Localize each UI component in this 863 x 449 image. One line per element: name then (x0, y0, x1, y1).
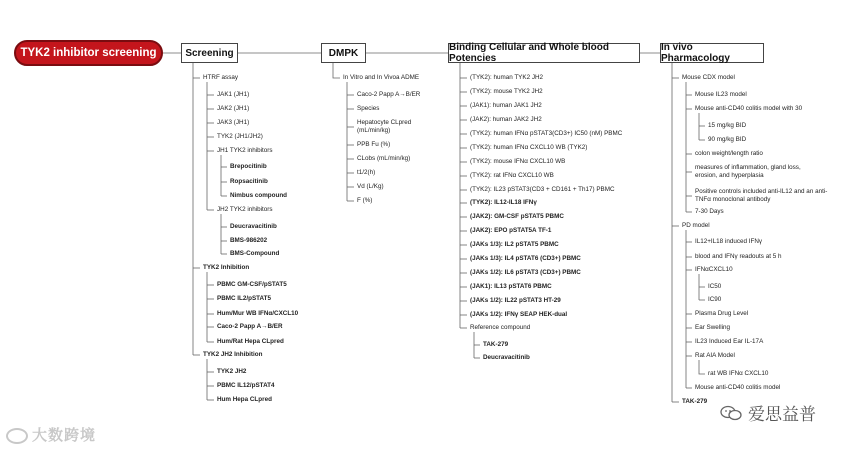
node-b4[interactable]: (JAK2): human JAK2 JH2 (470, 116, 542, 123)
header-binding[interactable]: Binding Cellular and Whole blood Potencies (448, 43, 640, 63)
node-rat-wb[interactable]: rat WB IFNα CXCL10 (708, 370, 769, 377)
node-b11[interactable]: (JAK2): GM-CSF pSTAT5 PBMC (470, 213, 564, 220)
node-b6[interactable]: (TYK2): human IFNα CXCL10 WB (TYK2) (470, 144, 588, 151)
node-caco2[interactable]: Caco-2 Papp A→B/ER (217, 323, 283, 330)
node-vd[interactable]: Vd (L/Kg) (357, 183, 384, 190)
node-rat-aia[interactable]: Rat AIA Model (695, 352, 735, 359)
node-cdx[interactable]: Mouse CDX model (682, 74, 735, 81)
node-tak279-invivo[interactable]: TAK-279 (682, 398, 708, 405)
node-pd-model[interactable]: PD model (682, 222, 710, 229)
node-f[interactable]: F (%) (357, 197, 373, 204)
node-species[interactable]: Species (357, 105, 380, 112)
node-hum-mur-wb[interactable]: Hum/Mur WB IFNα/CXCL10 (217, 310, 299, 317)
node-jak3[interactable]: JAK3 (JH1) (217, 119, 250, 126)
node-b8[interactable]: (TYK2): rat IFNα CXCL10 WB (470, 172, 554, 179)
node-il23-ear[interactable]: IL23 Induced Ear IL-17A (695, 338, 764, 345)
node-nimbus[interactable]: Nimbus compound (230, 192, 288, 199)
node-tyk2-inhibition[interactable]: TYK2 Inhibition (203, 264, 250, 271)
node-brepocitinib[interactable]: Brepocitinib (230, 163, 267, 170)
node-reference[interactable]: Reference compound (470, 324, 531, 331)
node-pbmc-gmcsf[interactable]: PBMC GM-CSF/pSTAT5 (217, 281, 287, 288)
node-b7[interactable]: (TYK2): mouse IFNα CXCL10 WB (470, 158, 566, 165)
node-b18[interactable]: (JAKs 1/2): IFNγ SEAP HEK-dual (470, 311, 568, 318)
node-b2[interactable]: (TYK2): mouse TYK2 JH2 (470, 88, 543, 95)
node-blood[interactable]: blood and IFNγ readouts at 5 h (695, 253, 782, 260)
watermark-logo-icon (6, 428, 28, 444)
node-cd40-30[interactable]: Mouse anti-CD40 colitis model with 30 (695, 105, 803, 112)
node-ppb[interactable]: PPB Fu (%) (357, 141, 391, 148)
node-hum-rat-hepa[interactable]: Hum/Rat Hepa CLpred (217, 338, 284, 345)
node-dmpk-caco[interactable]: Caco-2 Papp A→B/ER (357, 91, 421, 98)
node-ifna-cxcl10[interactable]: IFNαCXCL10 (695, 266, 733, 273)
node-measures[interactable]: measures of inflammation, gland loss, erosion, and hyperplasia (695, 164, 801, 179)
node-15mg[interactable]: 15 mg/kg BID (708, 122, 747, 129)
node-tyk2-jh2-inhibition[interactable]: TYK2 JH2 Inhibition (203, 351, 263, 358)
node-b17[interactable]: (JAKs 1/2): IL22 pSTAT3 HT-29 (470, 297, 561, 304)
node-hepatocyte[interactable]: Hepatocyte CLpred (357, 119, 412, 126)
node-7-30days[interactable]: 7-30 Days (695, 208, 724, 215)
node-bms986202[interactable]: BMS-986202 (230, 237, 268, 244)
node-htrf[interactable]: HTRF assay (203, 74, 238, 81)
node-ic90[interactable]: IC90 (708, 296, 722, 303)
node-pbmc-il12[interactable]: PBMC IL12/pSTAT4 (217, 382, 275, 389)
node-jh2[interactable]: JH2 TYK2 inhibitors (217, 206, 273, 213)
node-b12[interactable]: (JAK2): EPO pSTAT5A TF-1 (470, 227, 552, 234)
node-hepatocyte-unit: (mL/min/kg) (357, 127, 391, 134)
node-b13[interactable]: (JAKs 1/3): IL2 pSTAT5 PBMC (470, 241, 559, 248)
header-invivo[interactable]: In vivo Pharmacology (660, 43, 764, 63)
node-adme[interactable]: In Vitro and In Vivoa ADME (343, 74, 420, 81)
node-deucravacitinib[interactable]: Deucravacitinib (230, 223, 277, 230)
watermark-right: 爱思益普 (716, 400, 820, 425)
node-il12-il18[interactable]: IL12+IL18 induced IFNγ (695, 238, 763, 245)
node-bms-compound[interactable]: BMS-Compound (230, 250, 280, 257)
node-hum-hepa[interactable]: Hum Hepa CLpred (217, 396, 272, 403)
node-tak279[interactable]: TAK-279 (483, 341, 509, 348)
header-dmpk[interactable]: DMPK (321, 43, 366, 63)
node-jak1[interactable]: JAK1 (JH1) (217, 91, 250, 98)
node-b15[interactable]: (JAKs 1/2): IL6 pSTAT3 (CD3+) PBMC (470, 269, 581, 276)
node-b14[interactable]: (JAKs 1/3): IL4 pSTAT6 (CD3+) PBMC (470, 255, 581, 262)
node-cd40-model[interactable]: Mouse anti-CD40 colitis model (695, 384, 781, 391)
node-90mg[interactable]: 90 mg/kg BID (708, 136, 747, 143)
wechat-icon (720, 405, 742, 421)
node-b10[interactable]: (TYK2): IL12-IL18 IFNγ (470, 199, 537, 206)
node-ic50[interactable]: IC50 (708, 283, 722, 290)
node-b9[interactable]: (TYK2): IL23 pSTAT3(CD3 + CD161 + Th17) PBMC (470, 186, 615, 193)
node-pbmc-il2[interactable]: PBMC IL2/pSTAT5 (217, 295, 271, 302)
node-il23-model[interactable]: Mouse IL23 model (695, 91, 747, 98)
node-plasma[interactable]: Plasma Drug Level (695, 310, 749, 317)
node-jh1[interactable]: JH1 TYK2 inhibitors (217, 147, 273, 154)
watermark-left: 大数跨境 (6, 424, 96, 445)
node-ropsacitinib[interactable]: Ropsacitinib (230, 178, 268, 185)
node-colon[interactable]: colon weight/length ratio (695, 150, 763, 157)
node-b1[interactable]: (TYK2): human TYK2 JH2 (470, 74, 544, 81)
node-jak2[interactable]: JAK2 (JH1) (217, 105, 250, 112)
node-tyk2-jh2[interactable]: TYK2 JH2 (217, 368, 247, 375)
root-node[interactable]: TYK2 inhibitor screening (14, 40, 163, 66)
node-tyk2[interactable]: TYK2 (JH1/JH2) (217, 133, 263, 140)
header-screening[interactable]: Screening (181, 43, 238, 63)
node-b3[interactable]: (JAK1): human JAK1 JH2 (470, 102, 542, 109)
node-t12[interactable]: t1/2(h) (357, 169, 376, 176)
node-positive[interactable]: Positive controls included anti-IL12 and an anti-TNFα monoclonal antibody (695, 188, 828, 203)
node-b5[interactable]: (TYK2): human IFNα pSTAT3(CD3+) IC50 (nM) PBMC (470, 130, 623, 137)
node-deucravacitinib-ref[interactable]: Deucravacitinib (483, 354, 530, 361)
node-ear[interactable]: Ear Swelling (695, 324, 730, 331)
node-clobs[interactable]: CLobs (mL/min/kg) (357, 155, 411, 162)
node-b16[interactable]: (JAK1): IL13 pSTAT6 PBMC (470, 283, 552, 290)
